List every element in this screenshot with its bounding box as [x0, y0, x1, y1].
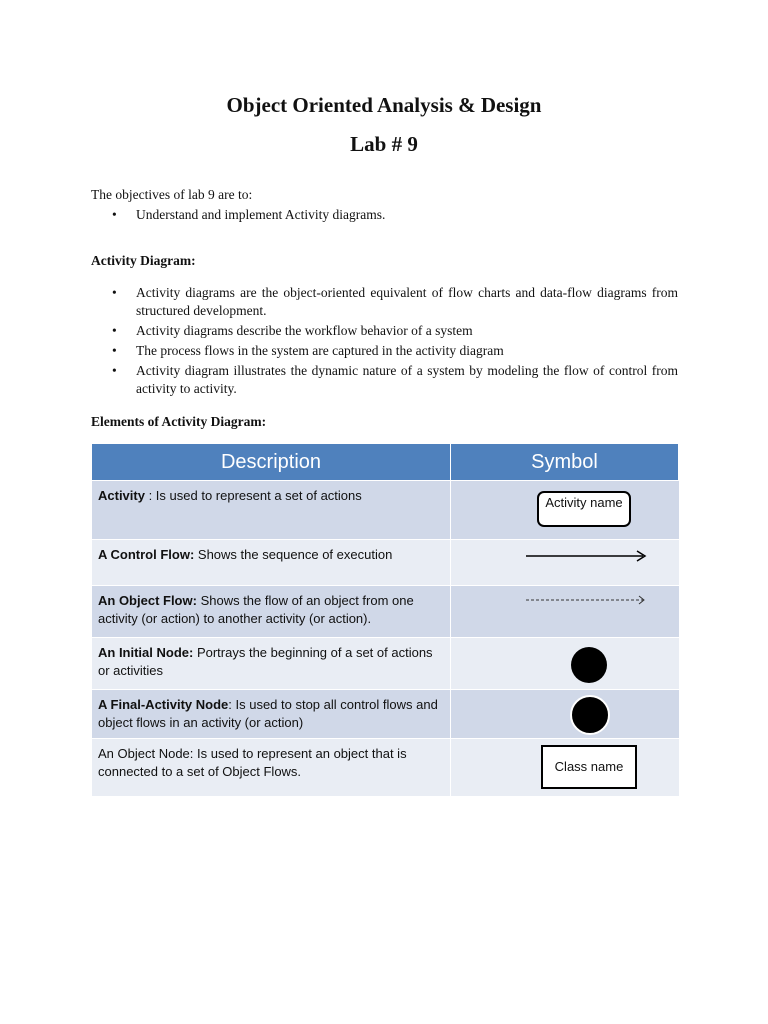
symbol-cell	[451, 739, 679, 796]
list-item: • Activity diagrams are the object-oriented equivalent of flow charts and data-flow diagrams from structured development.	[112, 285, 678, 318]
table-row	[92, 690, 679, 739]
list-item: • Activity diagram illustrates the dynamic nature of a system by modeling the flow of control from activity to activity.	[112, 363, 678, 396]
lab-number: Lab # 9	[350, 132, 418, 156]
objectives-intro: The objectives of lab 9 are to:	[91, 187, 253, 202]
symbol-cell	[451, 540, 679, 586]
description-cell: A Final-Activity Node: Is used to stop all control flows and object flows in an activity (or action)	[92, 690, 451, 739]
table-row	[92, 540, 679, 586]
elements-heading: Elements of Activity Diagram:	[91, 414, 267, 429]
symbol-cell	[451, 481, 679, 540]
description-cell: An Object Flow: Shows the flow of an object from one activity (or action) to another activity (or action).	[92, 586, 451, 638]
table-row	[92, 481, 679, 540]
object-flow-dashed-arrow-icon	[525, 594, 649, 606]
activity-symbol: Activity name	[537, 491, 631, 527]
description-cell: A Control Flow: Shows the sequence of execution	[92, 540, 451, 586]
list-item: • The process flows in the system are captured in the activity diagram	[112, 343, 504, 358]
section-heading: Activity Diagram:	[91, 253, 196, 268]
final-activity-node-icon	[569, 694, 611, 736]
objectives-list	[112, 206, 678, 226]
description-cell: An Object Node: Is used to represent an object that is connected to a set of Object Flows.	[92, 739, 451, 796]
header-description: Description	[92, 444, 451, 481]
table-row	[92, 638, 679, 690]
document-title: Object Oriented Analysis & Design	[226, 93, 542, 117]
list-item: • Understand and implement Activity diagrams.	[112, 207, 386, 222]
activity-diagram-points	[112, 284, 678, 400]
symbol-cell	[451, 586, 679, 638]
table-row	[92, 739, 679, 796]
header-symbol: Symbol	[451, 444, 679, 481]
control-flow-arrow-icon	[525, 550, 649, 562]
elements-table	[92, 444, 679, 796]
table-row	[92, 586, 679, 638]
description-cell: Activity : Is used to represent a set of actions	[92, 481, 451, 540]
symbol-cell	[451, 638, 679, 690]
description-cell: An Initial Node: Portrays the beginning of a set of actions or activities	[92, 638, 451, 690]
list-item: • Activity diagrams describe the workflow behavior of a system	[112, 323, 473, 338]
object-node-symbol: Class name	[541, 745, 637, 789]
initial-node-icon	[571, 647, 607, 683]
symbol-cell	[451, 690, 679, 739]
